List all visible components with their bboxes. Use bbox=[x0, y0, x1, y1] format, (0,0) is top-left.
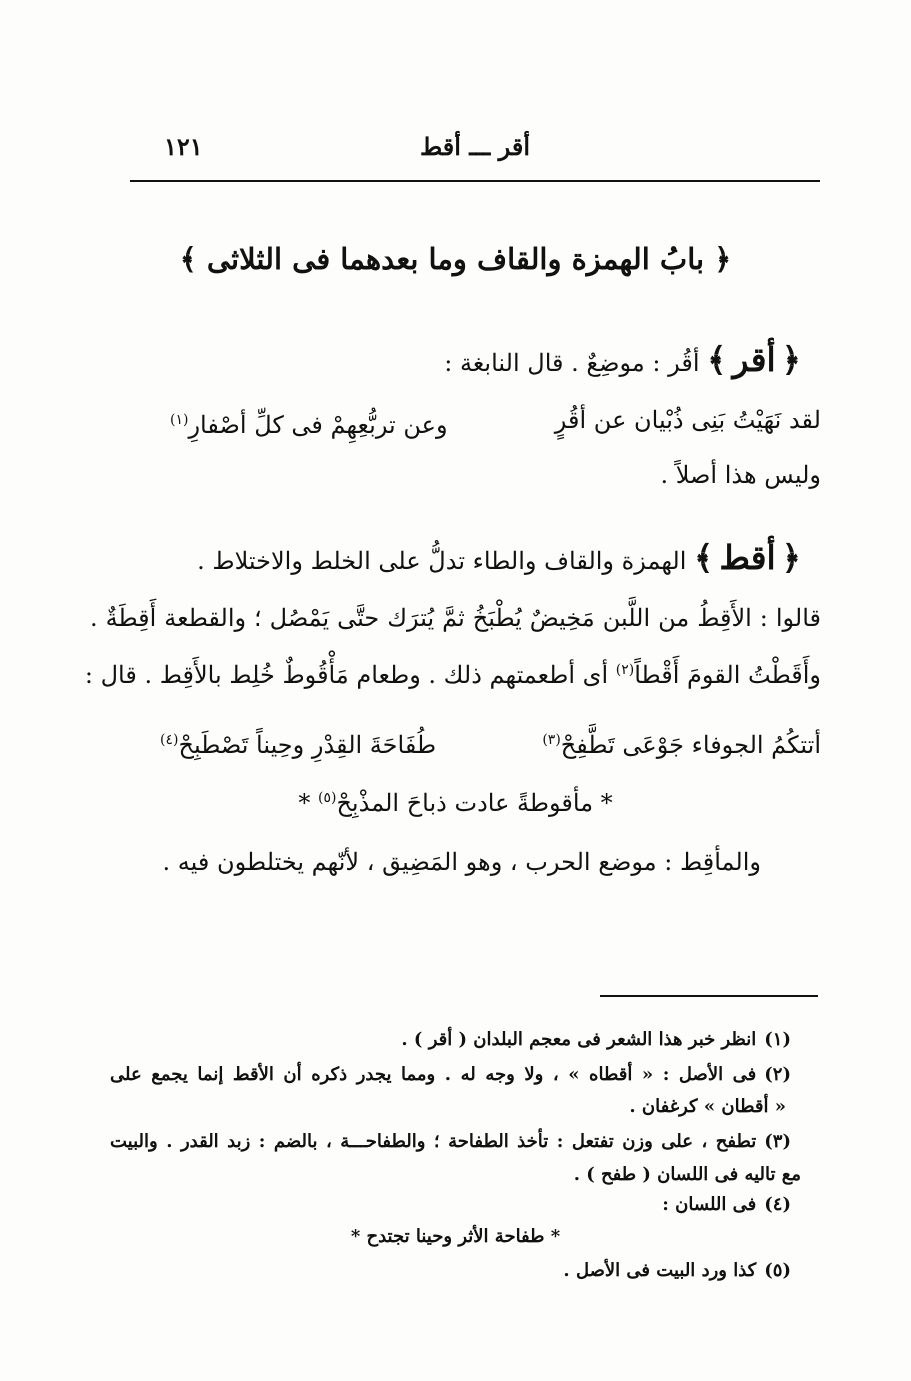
verse-hemistich-second-wrap bbox=[160, 720, 436, 765]
footnote-5 bbox=[110, 1256, 791, 1286]
running-head bbox=[130, 132, 820, 168]
footnote-number: (٤) bbox=[764, 1194, 791, 1215]
footnote-rule bbox=[600, 995, 818, 997]
entry-aqt-line-5: والمأقِط : موضع الحرب ، وهو المَضِيق ، لأنّهم يختلطون فيه . bbox=[162, 848, 761, 876]
footnote-number: (١) bbox=[764, 1029, 791, 1050]
entry-text-b: أى أطعمتهم ذلك . وطعام مَأْقُوطٌ خُلِط بالأَقِط . قال : bbox=[84, 661, 609, 689]
verse-hemistich-first: أتتكُمُ الجوفاء جَوْعَى تَطَّفِحْ bbox=[560, 731, 821, 759]
footnote-ref: (٢) bbox=[615, 662, 635, 678]
verse-aqt-2 bbox=[0, 778, 911, 823]
entry-aqr-line-3: وليس هذا أصلاً . bbox=[660, 461, 821, 489]
entry-headword: أقر bbox=[732, 340, 776, 379]
footnote-3 bbox=[110, 1127, 791, 1157]
page-number: ١٢١ bbox=[164, 132, 203, 161]
footnote-4 bbox=[110, 1190, 791, 1220]
entry-text: أقُر : موضِعٌ . قال النابغة : bbox=[444, 349, 700, 377]
entry-text-a: وأَقَطْتُ القومَ أَقْطاً bbox=[634, 661, 821, 689]
footnote-ref: (٤) bbox=[160, 732, 179, 748]
footnote-1 bbox=[110, 1025, 791, 1055]
footnote-4-verse bbox=[0, 1222, 911, 1252]
verse-hemistich-second-wrap bbox=[170, 400, 448, 445]
close-bracket: ﴾ bbox=[694, 538, 714, 577]
footnote-2-cont bbox=[110, 1092, 786, 1122]
open-bracket: ﴿ bbox=[781, 538, 801, 577]
footnote-text: فى اللسان : bbox=[662, 1194, 757, 1215]
close-bracket: ﴾ bbox=[707, 340, 727, 379]
footnote-text: مع تاليه فى اللسان ( طفح ) . bbox=[573, 1164, 801, 1185]
entry-aqt-line-1 bbox=[90, 538, 801, 581]
verse-line: * مأقوطةً عادت ذباحَ المذْبِحْ bbox=[336, 789, 613, 817]
verse-hemistich-second: وعن تربُّعِهِمْ فى كلِّ أصْفارِ bbox=[188, 411, 448, 439]
verse-line-end: * bbox=[298, 789, 318, 817]
footnote-ref: (٣) bbox=[542, 732, 561, 748]
verse-hemistich-first: لقد نَهَيْتُ بَنِى ذُبْيان عن أقُرٍ bbox=[554, 406, 821, 434]
footnote-text: كذا ورد البيت فى الأصل . bbox=[563, 1260, 757, 1281]
footnote-text: * طفاحة الأثر وحينا تجتدح * bbox=[350, 1226, 561, 1247]
verse-hemistich-second: طُفَاحَةَ القِدْرِ وحِيناً تَصْطَبِحْ bbox=[178, 731, 437, 759]
footnote-text: انظر خبر هذا الشعر فى معجم البلدان ( أقر ) . bbox=[401, 1029, 757, 1050]
footnote-2 bbox=[110, 1060, 791, 1090]
footnote-number: (٣) bbox=[764, 1131, 791, 1152]
entry-text: الهمزة والقاف والطاء تدلُّ على الخلط والاختلاط . bbox=[197, 547, 687, 575]
footnote-number: (٥) bbox=[764, 1260, 791, 1281]
entry-aqt-line-2: قالوا : الأَقِطُ من اللَّبن مَخِيضٌ يُطْبَخُ ثمَّ يُترَك حتَّى يَمْصُل ؛ والقطعة أَقِطَةٌ . bbox=[90, 604, 821, 632]
footnote-ref: (١) bbox=[170, 412, 189, 428]
footnote-3-cont bbox=[110, 1160, 801, 1190]
entry-aqt-line-3 bbox=[84, 650, 821, 695]
entry-headword: أقط bbox=[719, 538, 776, 577]
entry-aqr-line-1 bbox=[110, 340, 801, 383]
footnote-number: (٢) bbox=[764, 1064, 791, 1085]
chapter-title: ﴿ بابُ الهمزة والقاف وما بعدهما فى الثلاثى ﴾ bbox=[179, 242, 732, 276]
footnote-text: فى الأصل : « أقطاه » ، ولا وجه له . ومما يجدر ذكره أن الأقط إنما يجمع على bbox=[110, 1064, 757, 1085]
header-rule bbox=[130, 180, 820, 182]
footnote-text: « أقطان » كرغفان . bbox=[629, 1096, 786, 1117]
footnote-text: تطفح ، على وزن تفتعل : تأخذ الطفاحة ؛ والطفاحـــة ، بالضم : زبد القدر . والبيت bbox=[110, 1131, 757, 1152]
open-bracket: ﴿ bbox=[781, 340, 801, 379]
verse-hemistich-first-wrap bbox=[542, 720, 821, 765]
footnote-ref: (٥) bbox=[317, 790, 337, 806]
running-title: أقر ـــ أقط bbox=[419, 132, 531, 161]
